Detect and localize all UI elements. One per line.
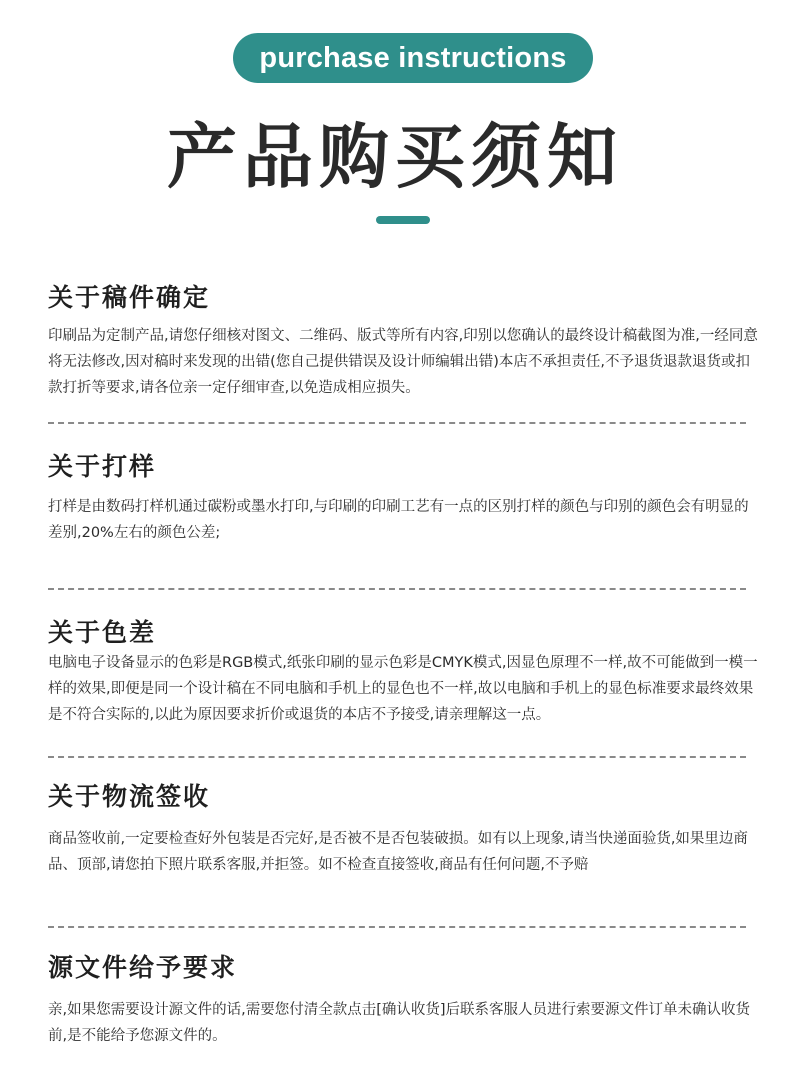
section-divider [48, 926, 746, 928]
section-heading: 关于物流签收 [48, 782, 211, 811]
page-title: 产品购买须知 [167, 116, 623, 198]
section-heading: 源文件给予要求 [48, 953, 238, 982]
section-divider [48, 588, 746, 590]
section-body: 打样是由数码打样机通过碳粉或墨水打印,与印刷的印刷工艺有一点的区别打样的颜色与印别的颜色会有明显的差别,20%左右的颜色公差; [48, 499, 749, 541]
section-heading: 关于稿件确定 [48, 283, 211, 312]
section-body: 商品签收前,一定要检查好外包装是否完好,是否被不是否包装破损。如有以上现象,请当快递面验货,如果里边商品、顶部,请您拍下照片联系客服,并拒签。如不检查直接签收,商品有任何问题,不予赔 [48, 831, 748, 873]
section-proofing [48, 450, 760, 546]
section-body: 亲,如果您需要设计源文件的话,需要您付清全款点击[确认收货]后联系客服人员进行索要源文件订单未确认收货前,是不能给予您源文件的。 [48, 1002, 751, 1044]
section-divider [48, 422, 746, 424]
section-color-difference [48, 616, 760, 728]
section-body: 电脑电子设备显示的色彩是RGB模式,纸张印刷的显示色彩是CMYK模式,因显色原理不一样,故不可能做到一模一样的效果,即便是同一个设计稿在不同电脑和手机上的显色也不一样,故以电脑和手机上的显色标准要求最终效果是不符合实际的,以此为原因要求折价或退货的本店不予接受,请亲理解这一点。 [48, 655, 758, 723]
section-logistics-receipt [48, 780, 760, 878]
section-divider [48, 756, 746, 758]
section-body: 印刷品为定制产品,请您仔细核对图文、二维码、版式等所有内容,印别以您确认的最终设计稿截图为准,一经同意将无法修改,因对稿时来发现的出错(您自己提供错误及设计师编辑出错)本店不承担责任,不予退货退款退货或扣款打折等要求,请各位亲一定仔细审查,以免造成相应损失。 [48, 328, 758, 396]
title-accent-bar [376, 216, 430, 224]
section-source-files [48, 951, 760, 1049]
section-manuscript-confirmation [48, 281, 760, 401]
section-heading: 关于打样 [48, 452, 157, 481]
section-heading: 关于色差 [48, 618, 157, 647]
header-pill-label: purchase instructions [233, 33, 593, 83]
